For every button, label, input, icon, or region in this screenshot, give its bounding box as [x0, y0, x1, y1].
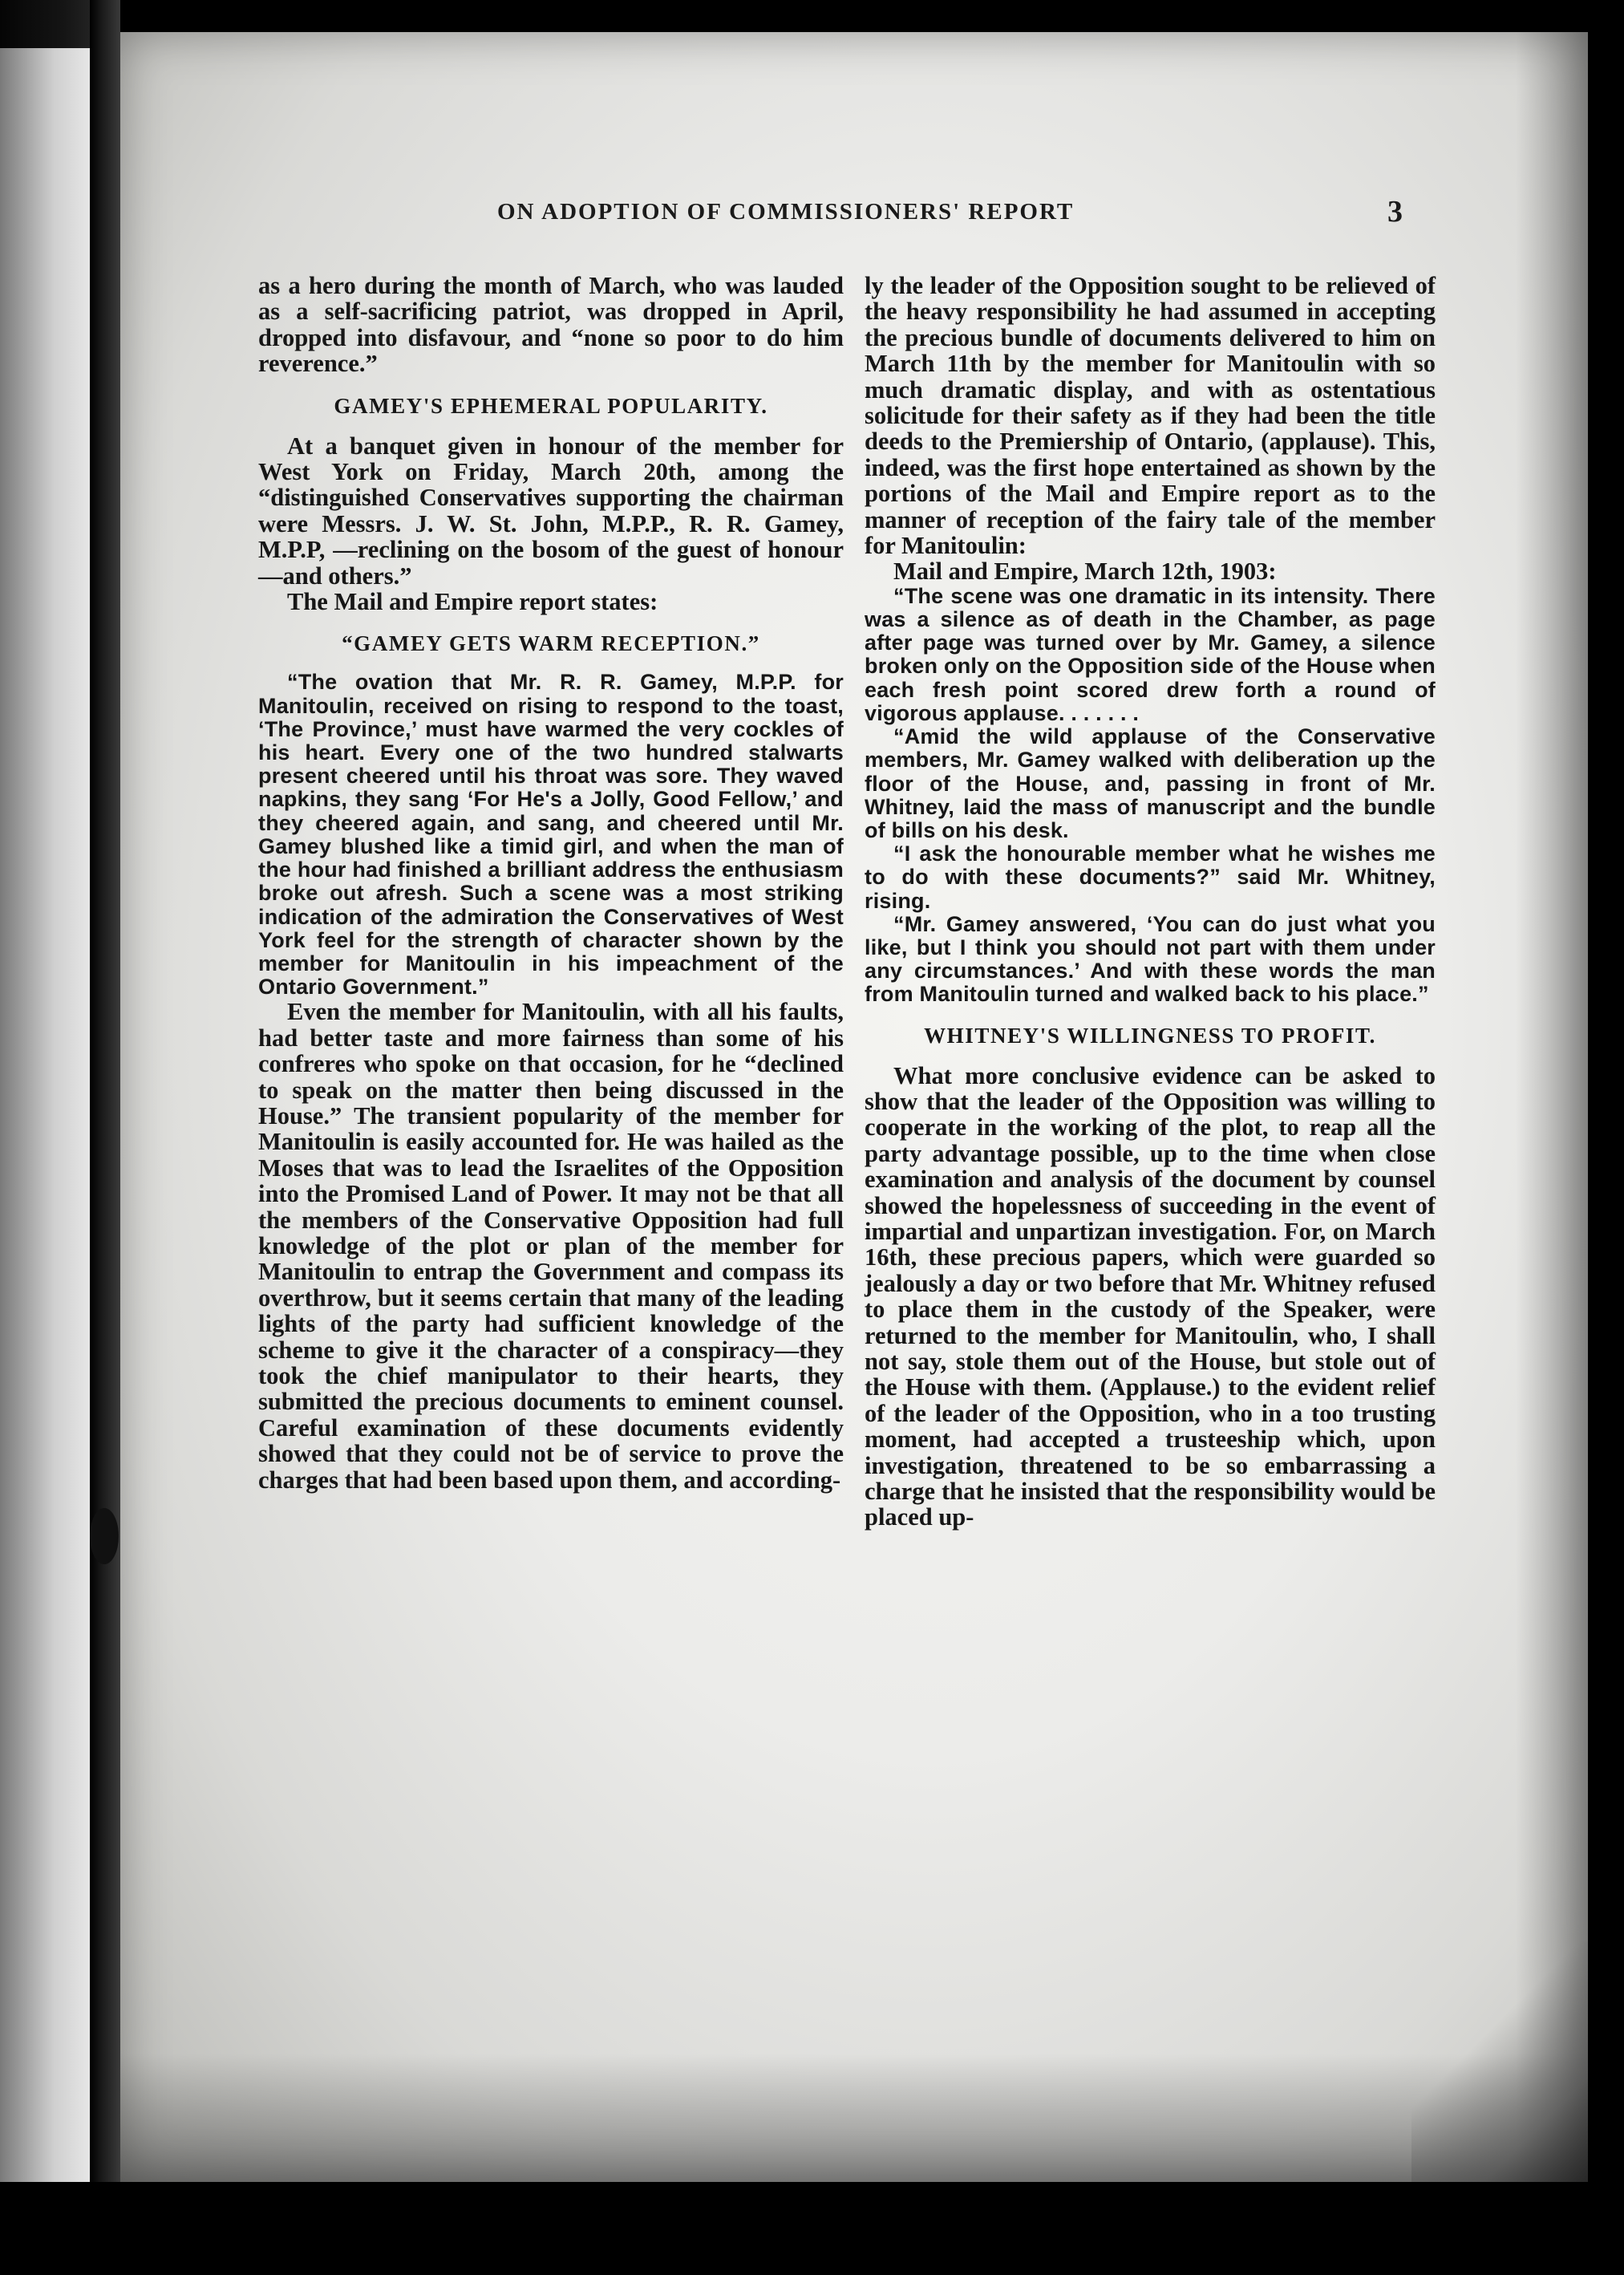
quoted-report: “Amid the wild applause of the Conservative members, Mr. Gamey walked with deliberation up the floor of the House, and, passing in front of Mr. Whitney, laid the mass of manuscript and the bundle of bills on his desk. — [865, 724, 1436, 842]
page-corner-fold — [1411, 1941, 1588, 2182]
book-binding-shadow — [90, 0, 120, 2275]
running-head: ON ADOPTION OF COMMISSIONERS' REPORT — [497, 199, 1075, 225]
paragraph: as a hero during the month of March, who was lauded as a self-sacrificing patriot, was dropped in April, dropped into disfavour, and “none so poor to do him reverence.” — [258, 272, 844, 378]
quoted-report: “The ovation that Mr. R. R. Gamey, M.P.P. for Manitoulin, received on rising to respond to the toast, ‘The Province,’ must have warmed the very cockles of his heart. Every one of the two hundred stalwarts present cheered until his throat was sore. They waved napkins, they sang ‘For He's a Jolly, Good Fellow,’ and they cheered again, and sang, and cheered until Mr. Gamey blushed like a timid girl, and when the man of the hour had finished a brilliant address the enthusiasm broke out afresh. Such a scene was a most striking indication of the admiration the Conservatives of West York feel for the strength of character shown by the member for Manitoulin in his impeachment of the Ontario Government.” — [258, 670, 844, 1000]
previous-page-edge — [0, 48, 90, 2198]
paragraph: ly the leader of the Opposition sought to be relieved of the heavy responsibility he had assumed in accepting the precious bundle of documents delivered to him on March 11th by the member for Manitoulin with so much dramatic display, and with as ostentatious solicitude for their safety as if they had been the title deeds to the Premiership of Ontario, (applause). This, indeed, was the first hope entertained as shown by the portions of the Mail and Empire report as to the manner of reception of the fairy tale of the member for Manitoulin: — [865, 272, 1436, 560]
paragraph: The Mail and Empire report states: — [287, 588, 658, 616]
page-shadow-bottom — [120, 2054, 1588, 2182]
paragraph: What more conclusive evidence can be asked to show that the leader of the Opposition was willing to cooperate in the working of the plot, to reap all the party advantage possible, up to the time when close examination and analysis of the document by counsel showed the hopelessness of succeeding in the event of impartial and unpartizan investigation. For, on March 16th, these precious papers, which were guarded so jealously a day or two before that Mr. Whitney refused to place them in the custody of the Speaker, were returned to the member for Manitoulin, who, I shall not say, stole them out of the House, but stole out of the House with them. (Applause.) to the evident relief of the leader of the Opposition, who in a too trusting moment, had accepted a trusteeship which, upon investigation, threatened to be so embarrassing a charge that he insisted that the responsibility would be placed up- — [865, 1061, 1436, 1531]
paragraph: At a banquet given in honour of the member for West York on Friday, March 20th, among the “distinguished Conservatives supporting the chairman were Messrs. J. W. St. John, M.P.P., R. R. Gamey, M.P.P, —reclining on the bosom of the guest of honour—and others.” — [258, 432, 844, 590]
quoted-report: “I ask the honourable member what he wishes me to do with these documents?” said Mr. Whitney, rising. — [865, 841, 1436, 913]
section-heading: “GAMEY GETS WARM RECEPTION.” — [342, 631, 760, 656]
quoted-report: “Mr. Gamey answered, ‘You can do just what you like, but I think you should not part with them under any circumstances.’ And with these words the man from Manitoulin turned and walked back to his place.” — [865, 911, 1436, 1007]
dateline: Mail and Empire, March 12th, 1903: — [893, 558, 1277, 586]
paragraph: Even the member for Manitoulin, with all his faults, had better taste and more fairness than some of his confreres who spoke on that occasion, for he “declined to speak on the matter then being discussed in the House.” The transient popularity of the member for Manitoulin is easily accounted for. He was hailed as the Moses that was to lead the Israelites of the Opposition into the Promised Land of Power. It may not be that all the members of the Conservative Opposition had full knowledge of the plot or plan of the member for Manitoulin to entrap the Government and compass its overthrow, but it seems certain that many of the leading lights of the party had sufficient knowledge of the scheme to give it the character of a conspiracy—they took the chief manipulator to their hearts, they submitted the precious documents to eminent counsel. Careful examination of these documents evidently showed that they could not be of service to prove the charges that had been based upon them, and according- — [258, 998, 844, 1494]
page-number: 3 — [1387, 195, 1403, 229]
binding-hole — [90, 1508, 119, 1564]
scan-background-bottom — [0, 2182, 1624, 2275]
quoted-report: “The scene was one dramatic in its intensity. There was a silence as of death in the Chamber, as page after page was turned over by Mr. Gamey, a silence broken only on the Opposition side of the House when each fresh point scored drew forth a round of vigorous applause. . . . . . . — [865, 583, 1436, 725]
page-shadow-right — [1516, 32, 1588, 2182]
section-heading: GAMEY'S EPHEMERAL POPULARITY. — [334, 393, 768, 418]
right-column — [865, 273, 1436, 1531]
left-column — [258, 273, 844, 1493]
section-heading: WHITNEY'S WILLINGNESS TO PROFIT. — [924, 1023, 1376, 1048]
